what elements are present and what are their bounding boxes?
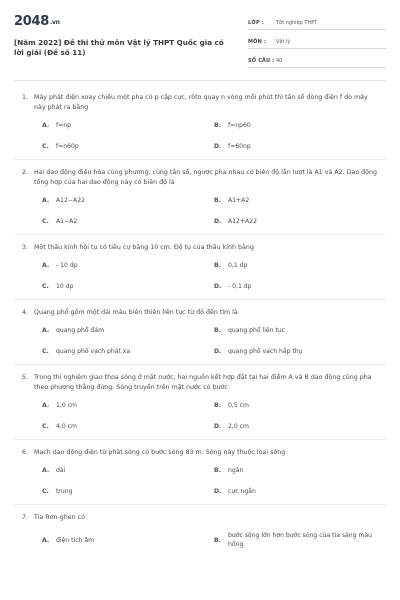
meta-label: SỐ CÂU : [248, 58, 275, 64]
header-divider [14, 80, 386, 81]
question-item [14, 505, 386, 557]
answer-option[interactable] [214, 347, 386, 356]
option-text: trung [56, 488, 73, 495]
question-text: Trong thí nghiệm giao thoa sóng ở mặt nước, hai nguồn kết hợp đặt tại hai điểm A và B dao động cùng pha theo phương thẳng đứng. Sóng truyền trên mặt nước có bước [34, 374, 372, 391]
option-text: f=n60p [56, 143, 79, 150]
option-text: 0,1 dp [228, 262, 248, 269]
question-stem [14, 308, 386, 318]
answer-options [14, 466, 386, 496]
option-text: 10 dp [56, 283, 74, 290]
option-letter: C. [42, 348, 49, 355]
question-number: 4. [22, 309, 29, 316]
answer-options [14, 401, 386, 431]
meta-row-subject [248, 36, 386, 49]
question-number: 3. [22, 244, 29, 251]
answer-options [14, 531, 386, 549]
option-letter: D. [214, 143, 222, 150]
answer-option[interactable] [214, 142, 386, 151]
question-text: Hai dao động điều hòa cùng phương, cùng tần số, ngược pha nhau có biên độ lần lượt là A1 và A2. Dao động tổng hợp của hai dao động này có biên độ là [34, 169, 378, 186]
option-text: quang phổ vạch hấp thụ [228, 348, 303, 355]
option-text: quang phổ liên tục [228, 327, 286, 334]
option-text: quang phổ đám [56, 327, 105, 334]
meta-value: Vật lý [276, 39, 291, 45]
question-text: Một thấu kính hội tụ có tiêu cự bằng 10 cm. Độ tụ của thấu kính bằng [34, 244, 254, 251]
option-letter: D. [214, 283, 222, 290]
option-letter: B. [214, 402, 221, 409]
answer-option[interactable] [214, 487, 386, 496]
answer-option[interactable] [214, 326, 386, 335]
option-text: A12−A22 [56, 197, 85, 204]
question-item [14, 160, 386, 235]
option-letter: B. [214, 122, 221, 129]
option-text: f=60np [228, 143, 251, 150]
option-letter: C. [42, 488, 49, 495]
option-letter: C. [42, 423, 49, 430]
option-text: 1,0 cm [56, 402, 77, 409]
meta-row-class [248, 17, 386, 30]
meta-row-count [248, 55, 386, 68]
option-text: 0,5 cm [228, 402, 249, 409]
logo-text: 2048 [14, 14, 49, 29]
answer-options [14, 326, 386, 356]
question-list [14, 85, 386, 557]
question-text: Máy phát điện xoay chiều một pha có p cặp cực, rôto quay n vòng mỗi phút thì tần số dòng điện f do máy này phát ra bằng [34, 94, 368, 111]
answer-option[interactable] [42, 466, 214, 475]
question-number: 7. [22, 514, 29, 521]
option-letter: B. [214, 327, 221, 334]
option-letter: A. [42, 536, 50, 544]
option-letter: D. [214, 488, 222, 495]
question-stem [14, 373, 386, 393]
option-letter: C. [42, 143, 49, 150]
option-text: quang phổ vạch phát xạ [56, 348, 131, 355]
option-letter: A. [42, 122, 50, 129]
option-text: điện tích âm [56, 536, 95, 544]
question-number: 6. [22, 449, 29, 456]
answer-option[interactable] [42, 282, 214, 291]
meta-label: MÔN : [248, 39, 267, 45]
option-letter: D. [214, 423, 222, 430]
answer-option[interactable] [42, 196, 214, 205]
question-item [14, 365, 386, 440]
answer-option[interactable] [214, 422, 386, 431]
option-text: f=np [56, 122, 71, 129]
option-letter: A. [42, 262, 50, 269]
exam-meta [248, 17, 386, 74]
question-stem [14, 513, 386, 523]
question-stem [14, 168, 386, 188]
answer-options [14, 121, 386, 151]
answer-option[interactable] [42, 347, 214, 356]
answer-option[interactable] [214, 282, 386, 291]
question-stem [14, 243, 386, 253]
option-letter: A. [42, 402, 50, 409]
option-text: A1−A2 [56, 218, 78, 225]
answer-options [14, 196, 386, 226]
option-text: f=np60 [228, 122, 251, 129]
answer-option[interactable] [42, 487, 214, 496]
option-letter: A. [42, 327, 50, 334]
option-text: - 10 dp [56, 262, 78, 269]
option-letter: A. [42, 197, 50, 204]
question-text: Mạch dao động điện từ phát sóng có bước sóng 83 m. Sóng này thuộc loại sóng [34, 449, 286, 456]
option-letter: B. [214, 197, 221, 204]
site-logo[interactable] [14, 14, 236, 31]
answer-option[interactable] [214, 217, 386, 226]
option-text: - 0,1 dp [228, 283, 252, 290]
option-text: 4,0 cm [56, 423, 77, 430]
option-letter: D. [214, 348, 222, 355]
answer-option[interactable] [42, 531, 214, 549]
option-letter: B. [214, 536, 221, 544]
question-number: 5. [22, 374, 29, 381]
question-text: Tia Rơn-ghen có [34, 514, 85, 521]
question-text: Quang phổ gồm một dải màu biến thiên liên tục từ đỏ đến tím là [34, 309, 238, 316]
option-text: 2,0 cm [228, 423, 249, 430]
meta-label: LỚP : [248, 20, 264, 26]
answer-option[interactable] [214, 466, 386, 475]
logo-suffix: .vn [49, 19, 60, 26]
answer-option[interactable] [214, 401, 386, 410]
answer-option[interactable] [42, 142, 214, 151]
exam-title: [Năm 2022] Đề thi thử môn Vật lý THPT Quốc gia có lời giải (Đề số 11) [14, 38, 224, 57]
option-letter: A. [42, 467, 50, 474]
option-text: ngắn [228, 467, 244, 474]
answer-option[interactable] [42, 326, 214, 335]
option-letter: D. [214, 218, 222, 225]
option-text: bước sóng lớn hơn bước sóng của tia sáng màu hồng [228, 532, 372, 548]
answer-option[interactable] [214, 261, 386, 270]
option-text: A1+A2 [228, 197, 250, 204]
option-letter: B. [214, 467, 221, 474]
option-letter: C. [42, 218, 49, 225]
option-text: dài [56, 467, 66, 474]
question-item [14, 440, 386, 505]
meta-value: 40 [276, 58, 283, 64]
answer-options [14, 261, 386, 291]
answer-option[interactable] [42, 401, 214, 410]
answer-option[interactable] [42, 217, 214, 226]
answer-option[interactable] [214, 196, 386, 205]
answer-option[interactable] [214, 531, 386, 549]
question-number: 2. [22, 169, 29, 176]
answer-option[interactable] [42, 422, 214, 431]
question-item [14, 300, 386, 365]
answer-option[interactable] [214, 121, 386, 130]
question-number: 1. [22, 94, 29, 101]
question-item [14, 235, 386, 300]
option-letter: C. [42, 283, 49, 290]
answer-option[interactable] [42, 261, 214, 270]
option-letter: B. [214, 262, 221, 269]
option-text: A12+A22 [228, 218, 257, 225]
option-text: cực ngắn [228, 488, 256, 495]
question-stem [14, 448, 386, 458]
meta-value: Tốt nghiệp THPT [276, 20, 318, 26]
question-item [14, 85, 386, 160]
answer-option[interactable] [42, 121, 214, 130]
page-header [14, 14, 386, 74]
header-left [14, 14, 236, 58]
question-stem [14, 93, 386, 113]
